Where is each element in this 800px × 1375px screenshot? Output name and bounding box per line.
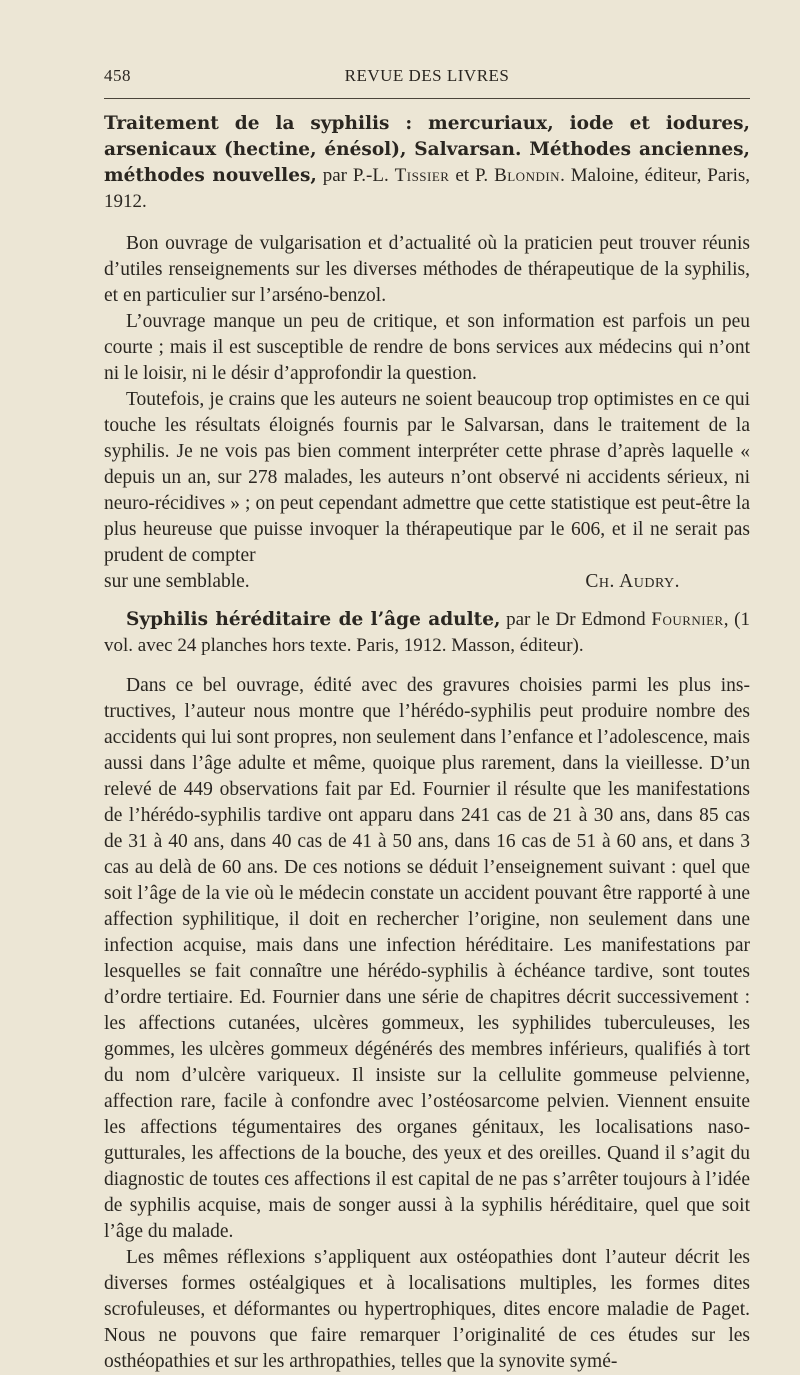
review-2-paragraph: Dans ce bel ouvrage, édité avec des gravures choisies parmi les plus instructives, l’auteur nous montre que l’hérédo-syphilis peut produire nombre des accidents qui lui sont propres, non seulement dans l’enfance et l’adolescence, mais aussi dans l’âge adulte et même, quoique plus rarement, dans la vieillesse. D’un relevé de 449 observations fait par Ed. Fournier il résulte que les manifestations de l’hérédo-syphilis tardive ont apparu dans 241 cas de 21 à 30 ans, dans 85 cas de 31 à 40 ans, dans 40 cas de 41 à 50 ans, dans 16 cas de 51 à 60 ans, et dans 3 cas au delà de 60 ans. De ces notions se déduit l’enseignement suivant : quel que soit l’âge de la vie où le médecin constate un accident pouvant être rapporté à une affection syphilitique, il doit en rechercher l’origine, non seulement dans une infection acquise, mais dans une infection héréditaire. Les manifestations par lesquelles se fait connaître une hérédo-syphilis à échéance tardive, sont toutes d’ordre tertiaire. Ed. Fournier dans une série de chapitres décrit successivement : les affections cutanées, ulcères gommeux, les syphilides tuberculeuses, les gommes, les ulcères gommeux dégénérés des membres inférieurs, qualifiés à tort du nom d’ulcère variqueux. Il insiste sur la cellulite gommeuse pelvienne, affection rare, facile à confondre avec l’ostéosarcome pelvien. Viennent ensuite les affections tégumentaires des organes génitaux, les localisations naso-gutturales, les affections de la bouche, des yeux et des oreilles. Quand il s’agit du diagnostic de toutes ces affections il est capital de ne pas s’arrêter toujours à l’idée de syphilis acquise, mais de songer aussi à la syphilis héréditaire, quel que soit l’âge du malade. bbox=[104, 675, 750, 1242]
review-2-details: , (1 vol. avec 24 planches hors texte. Paris, 1912. Masson, éditeur). bbox=[104, 609, 751, 656]
review-1-last-line: sur une semblable. bbox=[104, 571, 250, 592]
review-1-paragraph: L’ouvrage manque un peu de critique, et son information est parfois un peu courte ; mais il est susceptible de rendre de bons services aux médecins qui n’ont ni le loisir, ni le désir d’approfondir la question. bbox=[104, 311, 750, 384]
review-1-by: par P.-L. bbox=[316, 165, 395, 186]
review-1-body bbox=[104, 231, 750, 595]
review-1-signature: Ch. Audry. bbox=[585, 571, 680, 592]
review-1-and: et P. bbox=[449, 165, 495, 186]
page-number: 458 bbox=[104, 66, 131, 85]
review-1-title-text: Traitement de la syphilis : mercuriaux, iode et iodures, arsenicaux (hectine, énésol), Salvarsan. Méthodes anciennes, méthodes nouvelles, bbox=[104, 113, 750, 186]
review-2-title-text: Syphilis héréditaire de l’âge adulte, bbox=[126, 609, 501, 630]
review-1-publisher: . Maloine, éditeur, Paris, 1912. bbox=[104, 165, 751, 212]
review-1-author-1: Tissier bbox=[394, 165, 450, 186]
review-1-paragraph: Toutefois, je crains que les auteurs ne soient beaucoup trop optimistes en ce qui touche les résultats éloignés fournis par le Salvarsan, dans le traitement de la syphilis. Je ne vois pas bien comment interpréter cette phrase d’après laquelle « depuis un an, sur 278 malades, les auteurs n’ont observé ni accidents sérieux, ni neuro-récidives » ; on peut cependant admettre que cette statistique est peut-être la plus heureuse que puisse invoquer la thérapeutique par le 606, et il ne serait pas prudent de compter bbox=[104, 389, 750, 566]
header-rule bbox=[104, 98, 750, 99]
review-1-closing bbox=[104, 569, 750, 595]
running-title: REVUE DES LIVRES bbox=[344, 66, 510, 85]
review-2-author: Fournier bbox=[651, 609, 724, 630]
page-header bbox=[104, 62, 750, 92]
review-2-title bbox=[104, 607, 750, 659]
review-2-paragraph: Les mêmes réflexions s’appliquent aux ostéopathies dont l’auteur décrit les diverses formes ostéalgiques et à localisations multiples, les formes dites scrofuleuses, et déformantes ou hypertrophiques, dites encore maladie de Paget. Nous ne pouvons que faire remarquer l’originalité de ces études sur les osthéopathies et sur les arthropathies, telles que la synovite symé- bbox=[104, 1247, 750, 1372]
review-2-body bbox=[104, 673, 750, 1375]
review-2-by: par le Dr Edmond bbox=[500, 609, 652, 630]
review-1-author-2: Blondin bbox=[494, 165, 561, 186]
review-1-paragraph: Bon ouvrage de vulgarisation et d’actualité où la praticien peut trouver réunis d’utiles renseignements sur les diverses méthodes de thérapeutique de la syphilis, et en particulier sur l’arséno-benzol. bbox=[104, 233, 750, 306]
review-1-title bbox=[104, 111, 750, 215]
